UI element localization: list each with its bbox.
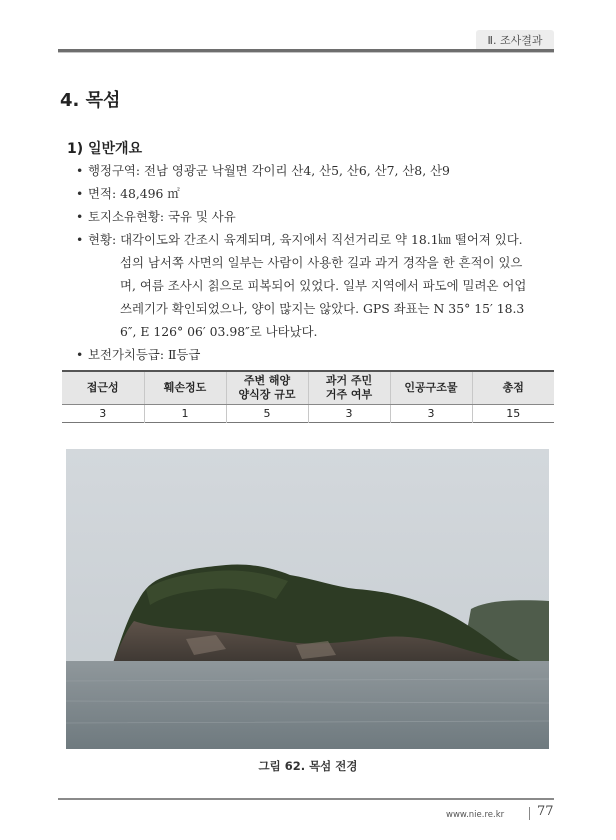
table-header-cell: 훼손정도 (144, 371, 226, 405)
page-title: 4. 목섬 (60, 90, 121, 111)
table-header-cell: 인공구조물 (390, 371, 472, 405)
area-label: 면적 (88, 186, 112, 201)
figure-caption: 그림 62. 목섬 전경 (258, 759, 358, 773)
table-row (62, 405, 554, 423)
table-header-cell: 주변 해양 양식장 규모 (226, 371, 308, 405)
bullet-icon: • (76, 347, 84, 362)
table-cell: 3 (390, 405, 472, 423)
island-photo (66, 449, 549, 749)
footer-rule (58, 798, 554, 800)
status-line: 쓰레기가 확인되었으나, 양이 많지는 않았다. GPS 좌표는 N 35° 15′ 18.3 (120, 301, 525, 316)
bullet-icon: • (76, 186, 84, 201)
area-value: : 48,496 ㎡ (111, 186, 180, 201)
table-cell: 3 (308, 405, 390, 423)
bullet-icon: • (76, 232, 84, 247)
status-line: 6″, E 126° 06′ 03.98″로 나타났다. (120, 324, 318, 339)
list-item-status (76, 230, 523, 248)
sea (66, 661, 549, 749)
page-number: 77 (537, 804, 554, 819)
table-header-cell: 총점 (472, 371, 554, 405)
table-header-cell: 과거 주민 거주 여부 (308, 371, 390, 405)
footer-separator (529, 807, 530, 820)
bullet-icon: • (76, 209, 84, 224)
evaluation-table (62, 370, 554, 423)
table-cell: 15 (472, 405, 554, 423)
list-item-admin (76, 161, 450, 179)
grade-value: : Ⅱ등급 (159, 347, 201, 362)
list-item-grade (76, 345, 200, 363)
status-line: : 대각이도와 간조시 육계되며, 육지에서 직선거리로 약 18.1㎞ 떨어져 있다. (111, 232, 523, 247)
table-header-row (62, 371, 554, 405)
table-cell: 1 (144, 405, 226, 423)
list-item-ownership (76, 207, 236, 225)
ownership-value: : 국유 및 사유 (159, 209, 236, 224)
status-label: 현황 (88, 232, 112, 247)
section-subtitle: 1) 일반개요 (67, 141, 143, 157)
admin-value: : 전남 영광군 낙월면 각이리 산4, 산5, 산6, 산7, 산8, 산9 (135, 163, 450, 178)
footer-url: www.nie.re.kr (446, 810, 505, 820)
list-item-area (76, 184, 180, 202)
grade-label: 보전가치등급 (88, 347, 160, 362)
bullet-icon: • (76, 163, 84, 178)
status-line: 며, 여름 조사시 칡으로 피복되어 있었다. 일부 지역에서 파도에 밀려온 어업 (120, 278, 527, 293)
header-rule-thin (58, 52, 554, 53)
table-header-cell: 접근성 (62, 371, 144, 405)
admin-label: 행정구역 (88, 163, 136, 178)
table-cell: 3 (99, 407, 107, 420)
table-cell: 5 (226, 405, 308, 423)
status-line: 섬의 남서쪽 사면의 일부는 사람이 사용한 길과 과거 경작을 한 흔적이 있으 (120, 255, 523, 270)
header-section-title: Ⅱ. 조사결과 (487, 34, 543, 47)
ownership-label: 토지소유현황 (88, 209, 160, 224)
